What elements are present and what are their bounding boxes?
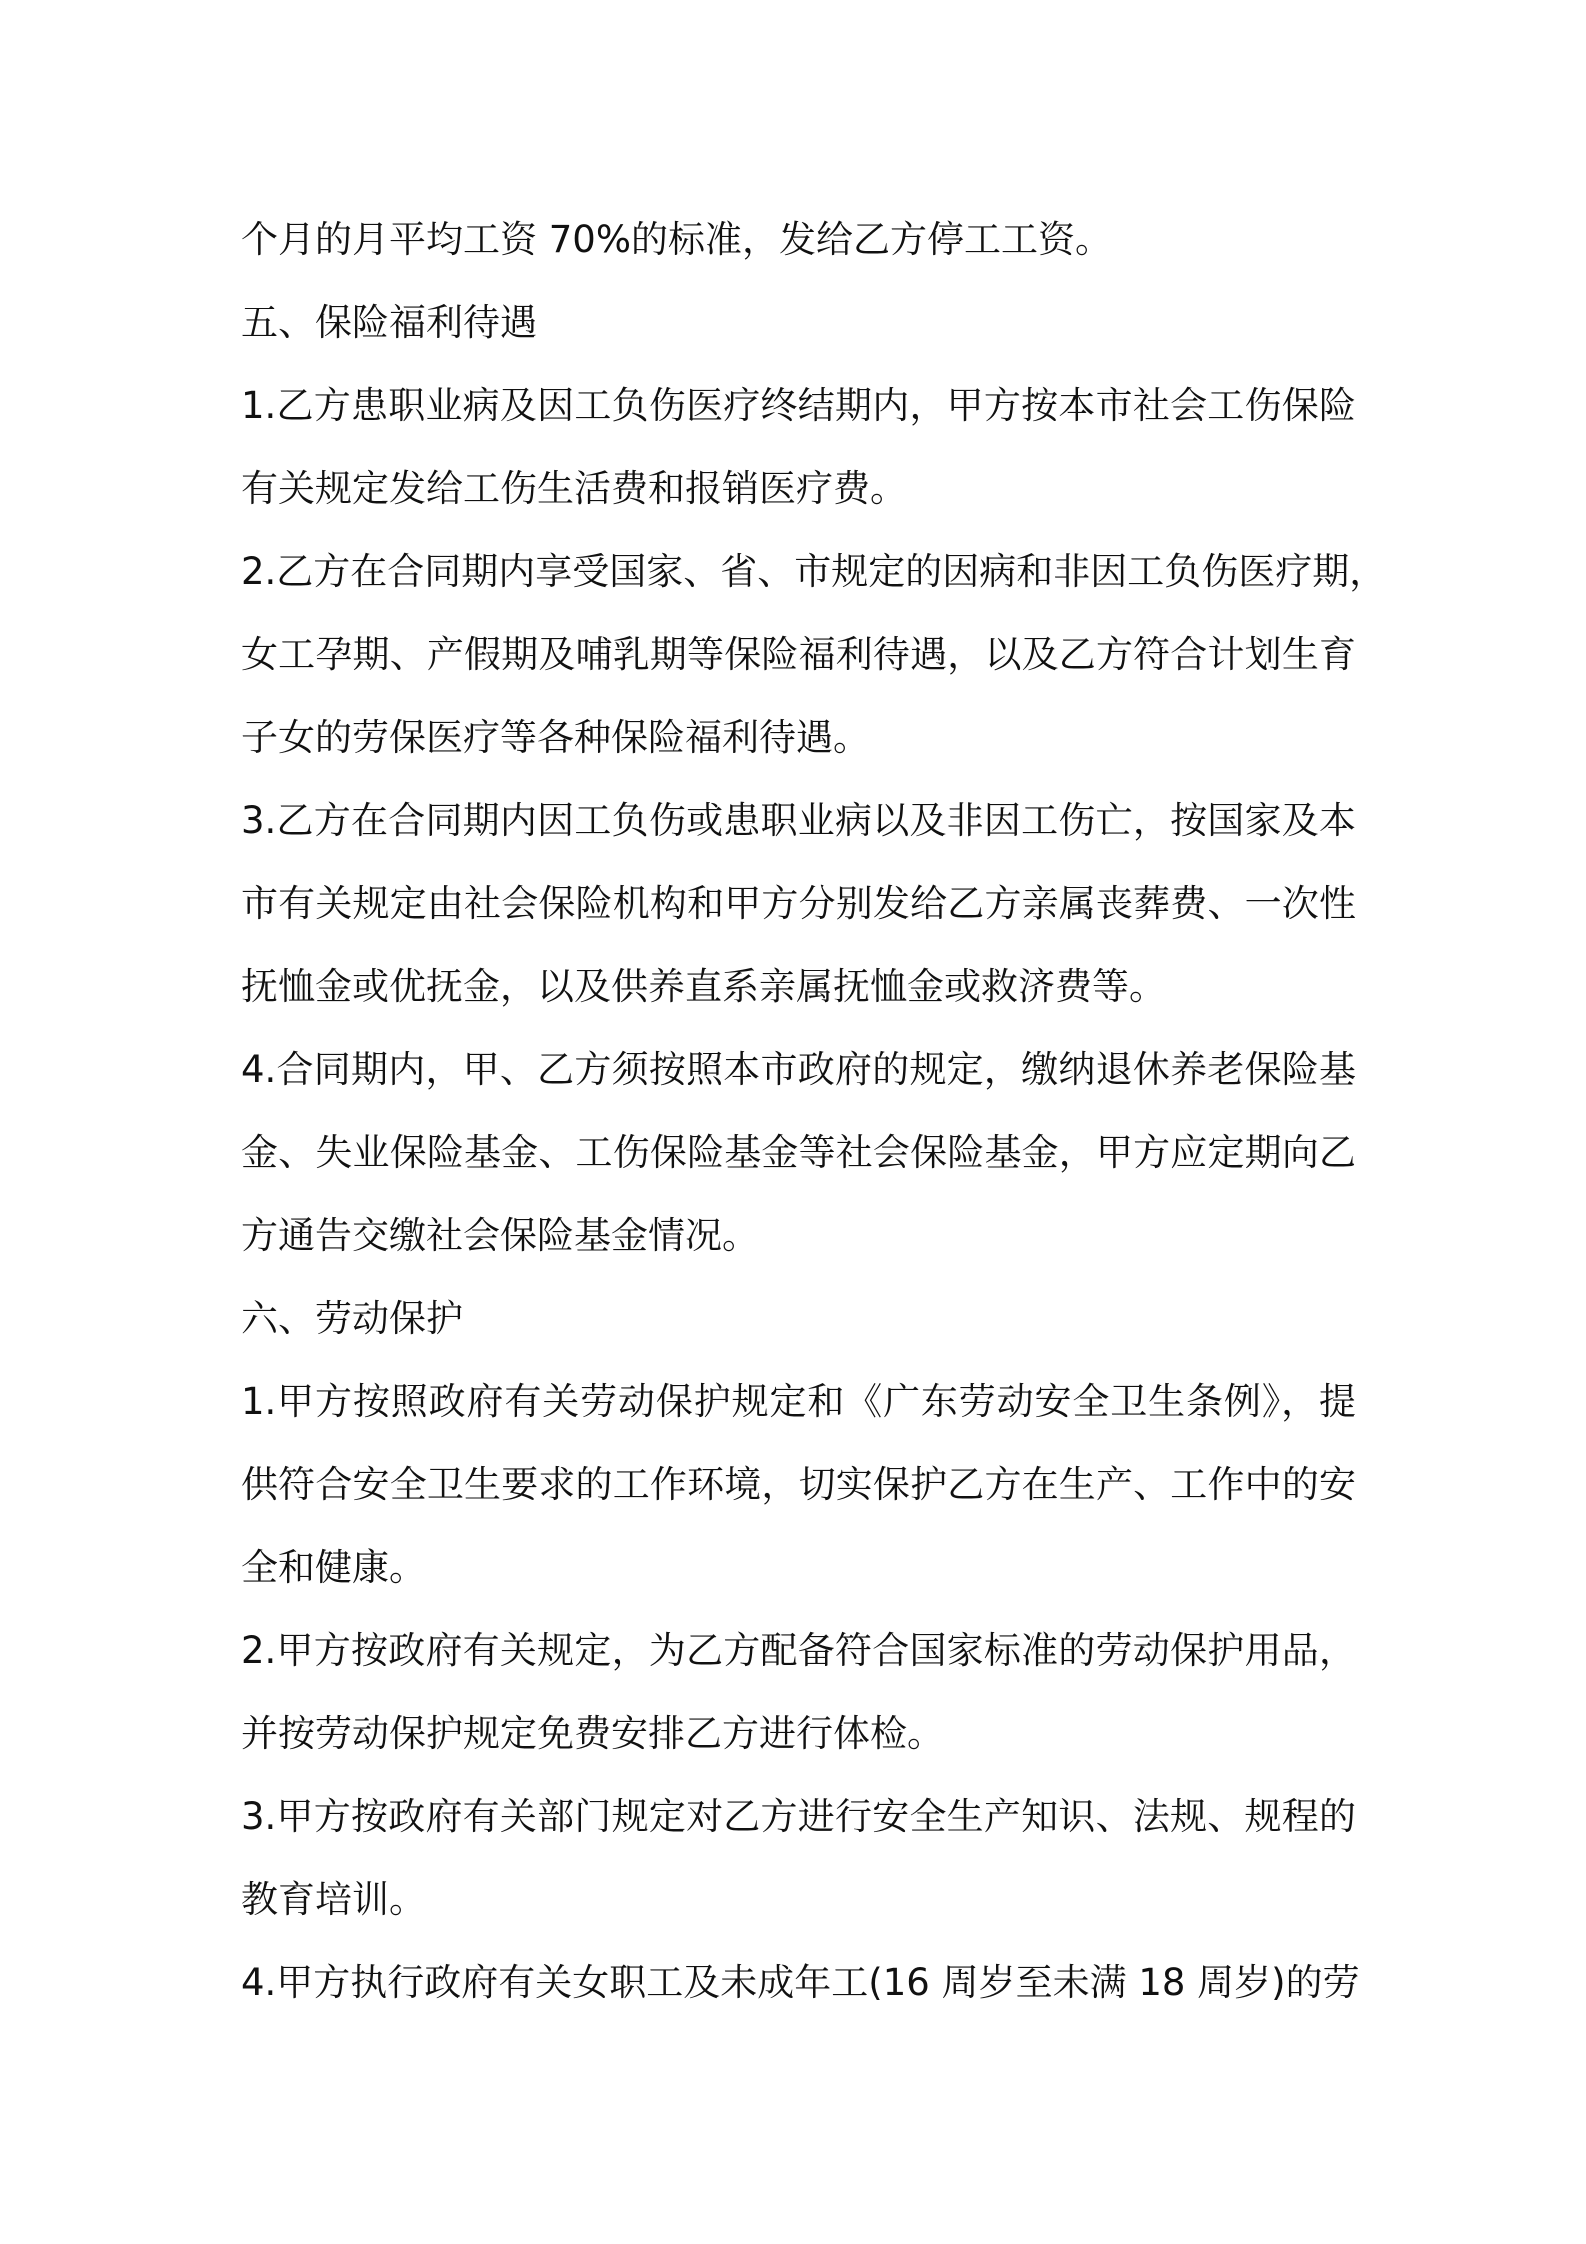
section-heading-insurance-welfare bbox=[241, 281, 1356, 364]
text-line: 供符合安全卫生要求的工作环境，切实保护乙方在生产、工作中的安 bbox=[241, 1463, 1356, 1506]
document-body bbox=[241, 198, 1387, 2024]
paragraph-protection-1 bbox=[241, 1360, 1356, 1609]
paragraph-insurance-3 bbox=[241, 779, 1356, 1028]
text-line: 女工孕期、产假期及哺乳期等保险福利待遇，以及乙方符合计划生育 bbox=[241, 633, 1356, 676]
text-line: 方通告交缴社会保险基金情况。 bbox=[241, 1214, 759, 1257]
section-heading-labor-protection bbox=[241, 1277, 1356, 1360]
paragraph-protection-3 bbox=[241, 1775, 1356, 1941]
text-line: 4.合同期内，甲、乙方须按照本市政府的规定，缴纳退休养老保险基 bbox=[241, 1048, 1356, 1091]
text-line: 抚恤金或优抚金，以及供养直系亲属抚恤金或救济费等。 bbox=[241, 965, 1166, 1008]
text-line: 全和健康。 bbox=[241, 1546, 426, 1589]
text-line: 个月的月平均工资 70%的标准，发给乙方停工工资。 bbox=[241, 218, 1112, 261]
text-line: 市有关规定由社会保险机构和甲方分别发给乙方亲属丧葬费、一次性 bbox=[241, 882, 1356, 925]
paragraph-insurance-1 bbox=[241, 364, 1356, 530]
text-line: 2.甲方按政府有关规定，为乙方配备符合国家标准的劳动保护用品， bbox=[241, 1629, 1356, 1672]
text-line: 教育培训。 bbox=[241, 1878, 426, 1921]
text-line: 3.甲方按政府有关部门规定对乙方进行安全生产知识、法规、规程的 bbox=[241, 1795, 1356, 1838]
paragraph-protection-4 bbox=[241, 1941, 1360, 2024]
text-line: 并按劳动保护规定免费安排乙方进行体检。 bbox=[241, 1712, 944, 1755]
paragraph-protection-2 bbox=[241, 1609, 1356, 1775]
paragraph-insurance-4 bbox=[241, 1028, 1356, 1277]
text-line: 有关规定发给工伤生活费和报销医疗费。 bbox=[241, 467, 907, 510]
text-line: 2.乙方在合同期内享受国家、省、市规定的因病和非因工负伤医疗期， bbox=[241, 550, 1387, 593]
section-heading: 五、保险福利待遇 bbox=[241, 301, 537, 344]
section-heading: 六、劳动保护 bbox=[241, 1297, 463, 1340]
text-line: 1.甲方按照政府有关劳动保护规定和《广东劳动安全卫生条例》，提 bbox=[241, 1380, 1356, 1423]
text-line: 子女的劳保医疗等各种保险福利待遇。 bbox=[241, 716, 870, 759]
paragraph-stop-work-wage bbox=[241, 198, 1356, 281]
text-line: 金、失业保险基金、工伤保险基金等社会保险基金，甲方应定期向乙 bbox=[241, 1131, 1356, 1174]
text-line: 1.乙方患职业病及因工负伤医疗终结期内，甲方按本市社会工伤保险 bbox=[241, 384, 1356, 427]
paragraph-insurance-2 bbox=[241, 530, 1387, 779]
text-line: 3.乙方在合同期内因工负伤或患职业病以及非因工伤亡，按国家及本 bbox=[241, 799, 1356, 842]
text-line: 4.甲方执行政府有关女职工及未成年工(16 周岁至未满 18 周岁)的劳 bbox=[241, 1961, 1360, 2004]
